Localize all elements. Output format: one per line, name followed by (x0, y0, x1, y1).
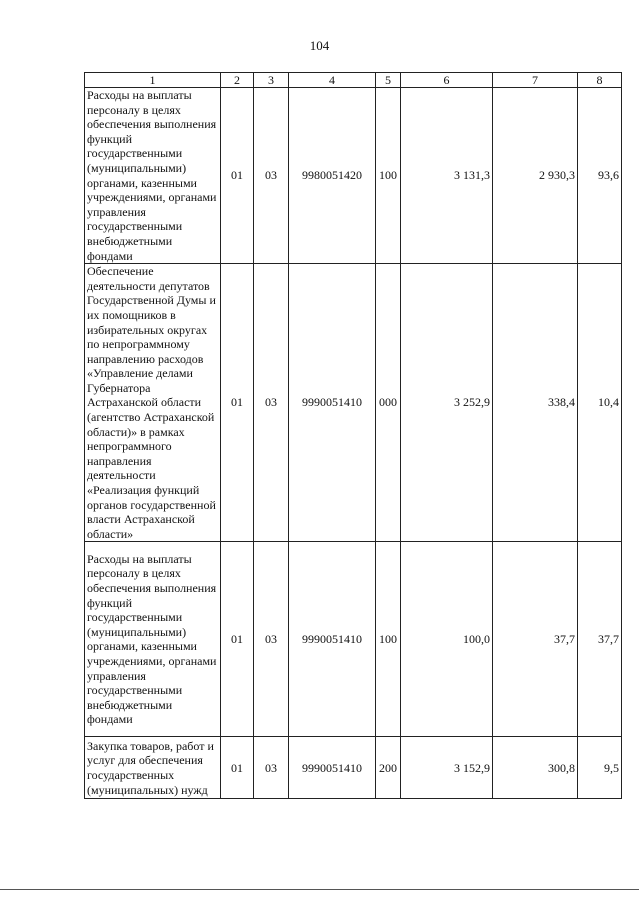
row-description: Закупка товаров, работ и услуг для обеспечения государственных (муниципальных) нужд (85, 737, 221, 799)
cell-section: 01 (221, 88, 254, 264)
page-number: 104 (309, 38, 330, 53)
cell-expense-type: 100 (376, 88, 401, 264)
column-header: 7 (493, 73, 578, 88)
cell-percent: 9,5 (578, 737, 622, 799)
column-header: 4 (289, 73, 376, 88)
column-header: 5 (376, 73, 401, 88)
cell-expense-type: 200 (376, 737, 401, 799)
page-bottom-divider (0, 889, 639, 890)
column-header: 6 (401, 73, 493, 88)
column-header: 3 (254, 73, 289, 88)
column-header: 2 (221, 73, 254, 88)
cell-subsection: 03 (254, 264, 289, 542)
table-row (85, 542, 622, 737)
cell-section: 01 (221, 264, 254, 542)
cell-actual: 37,7 (493, 542, 578, 737)
cell-planned: 3 131,3 (401, 88, 493, 264)
cell-percent: 37,7 (578, 542, 622, 737)
cell-subsection: 03 (254, 542, 289, 737)
column-header: 1 (85, 73, 221, 88)
cell-section: 01 (221, 737, 254, 799)
cell-actual: 300,8 (493, 737, 578, 799)
cell-subsection: 03 (254, 88, 289, 264)
cell-actual: 2 930,3 (493, 88, 578, 264)
cell-planned: 3 252,9 (401, 264, 493, 542)
cell-actual: 338,4 (493, 264, 578, 542)
table-row (85, 737, 622, 799)
cell-target-article: 9990051410 (289, 542, 376, 737)
cell-subsection: 03 (254, 737, 289, 799)
cell-section: 01 (221, 542, 254, 737)
cell-percent: 93,6 (578, 88, 622, 264)
cell-expense-type: 000 (376, 264, 401, 542)
budget-table (84, 72, 622, 799)
row-description: Расходы на выплаты персоналу в целях обеспечения выполнения функций государственными (муниципальными) органами, казенными учреждениями, органами управления государственными внебюджетными фондами (85, 542, 221, 737)
column-header: 8 (578, 73, 622, 88)
cell-expense-type: 100 (376, 542, 401, 737)
row-description: Обеспечение деятельности депутатов Государственной Думы и их помощников в избирательных округах по непрограммному направлению расходов «Управление делами Губернатора Астраханской области (агентство Астраханской области)» в рамках непрограммного направления деятельности «Реализация функций органов государственной власти Астраханской области» (85, 264, 221, 542)
cell-planned: 3 152,9 (401, 737, 493, 799)
cell-target-article: 9980051420 (289, 88, 376, 264)
cell-planned: 100,0 (401, 542, 493, 737)
table-row (85, 264, 622, 542)
table-row (85, 88, 622, 264)
cell-target-article: 9990051410 (289, 737, 376, 799)
header-row (85, 73, 622, 88)
cell-target-article: 9990051410 (289, 264, 376, 542)
cell-percent: 10,4 (578, 264, 622, 542)
row-description: Расходы на выплаты персоналу в целях обеспечения выполнения функций государственными (муниципальными) органами, казенными учреждениями, органами управления государственными внебюджетными фондами (85, 88, 221, 264)
